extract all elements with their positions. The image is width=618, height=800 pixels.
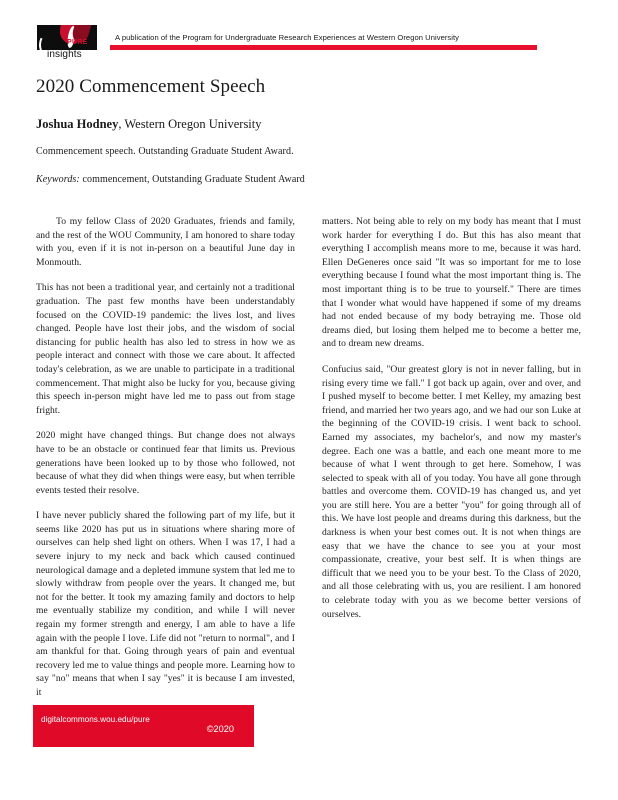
masthead-tagline: A publication of the Program for Undergraduate Research Experiences at Western Oregon University <box>115 33 460 42</box>
paragraph: To my fellow Class of 2020 Graduates, friends and family, and the rest of the WOU Community, I am honored to share today with you, even if it is not in-person on a beautiful June day in Monmouth. <box>36 216 295 268</box>
author-affiliation: , Western Oregon University <box>118 117 262 131</box>
logo-insights-text: insights <box>47 49 82 60</box>
pure-insights-logo <box>37 25 99 61</box>
paragraph: Confucius said, "Our greatest glory is not in never falling, but in rising every time we fall." I got back up again, over and over, and I pushed myself to become better. I met Kelley, my amazing best friend, and married her two years ago, and we had our son Luke at the beginning of the COVID-19 crisis. I went back to school. Earned my associates, my bachelor's, and now my master's degree. Each one was a battle, and each one meant more to me because of what I went through to get here. Somehow, I was selected to speak with all of you today. You have all gone through battles and overcome them. COVID-19 has changed us, and yet you are still here. You are a better "you" for going through all of this. We have lost people and dreams during this darkness, but the darkness is when your best comes out. It is not when things are easy that we have the chance to see you at your most compassionate, creative, your best self. It is when things are difficult that we need you to be your best. To the Class of 2020, and all those celebrating with us, you are resilient. I am honored to celebrate today with you as we become better versions of ourselves. <box>322 363 581 620</box>
keywords-value: commencement, Outstanding Graduate Student Award <box>79 174 305 185</box>
logo-mark-icon <box>37 25 97 50</box>
byline <box>36 117 262 132</box>
body-column-left <box>36 215 295 712</box>
footer-url-link[interactable]: digitalcommons.wou.edu/pure <box>41 715 150 724</box>
logo-pure-text: PURE <box>67 39 88 46</box>
footer-banner <box>33 705 254 747</box>
paragraph: matters. Not being able to rely on my body has meant that I must work harder for everything I do. But this has also meant that everything I accomplish means more to me, because it was hard. Ellen DeGeneres once said "It was so important for me to lose everything because I found what the most important thing is. The most important thing is to be true to yourself." There are times that I wonder what would have happened if some of my dreams had not ended because of my body betraying me. Those old dreams died, but losing them helped me to become a better me, and to dream new dreams. <box>322 216 581 350</box>
author-name: Joshua Hodney <box>36 117 119 131</box>
abstract-text: Commencement speech. Outstanding Graduate Student Award. <box>36 146 294 157</box>
body-column-right <box>322 215 581 712</box>
paragraph: 2020 might have changed things. But change does not always have to be an obstacle or continued fear that limits us. Previous generations have been looked up to by those who followed, not because of what they did when things were easy, but when terrible events tested their resolve. <box>36 430 295 496</box>
paragraph: I have never publicly shared the following part of my life, but it seems like 2020 has put us in situations where sharing more of ourselves can help shed light on others. When I was 17, I had a severe injury to my neck and back which caused continued neurological damage and a depleted immune system that led me to slowly withdraw from people over the years. It changed me, but not for the better. It took my amazing family and doctors to help me eventually stabilize my condition, and while I will never regain my former strength and energy, I am able to have a life again with the people I love. Life did not "return to normal", and I am thankful for that. Going through years of pain and eventual recovery led me to value things and people more. Learning how to say "no" means that when I say "yes" it is because I am invested, it <box>36 510 295 698</box>
masthead <box>0 0 618 62</box>
article-body <box>36 215 582 712</box>
page-title: 2020 Commencement Speech <box>36 76 266 97</box>
keywords-line <box>36 174 305 185</box>
paragraph: This has not been a traditional year, and certainly not a traditional graduation. The past few months have been understandably focused on the COVID-19 pandemic: the lives lost, and lives changed. People have lost their jobs, and the wisdom of social distancing for public health has also led to stress in how we as people interact and connect with those we care about. It affected today's celebration, as we are unable to participate in a traditional commencement. That might also be lucky for you, because giving this speech in-person might have led me to pass out from stage fright. <box>36 282 295 416</box>
keywords-label: Keywords: <box>36 174 80 185</box>
footer-copyright: ©2020 <box>206 724 234 734</box>
masthead-red-rule <box>110 45 537 50</box>
